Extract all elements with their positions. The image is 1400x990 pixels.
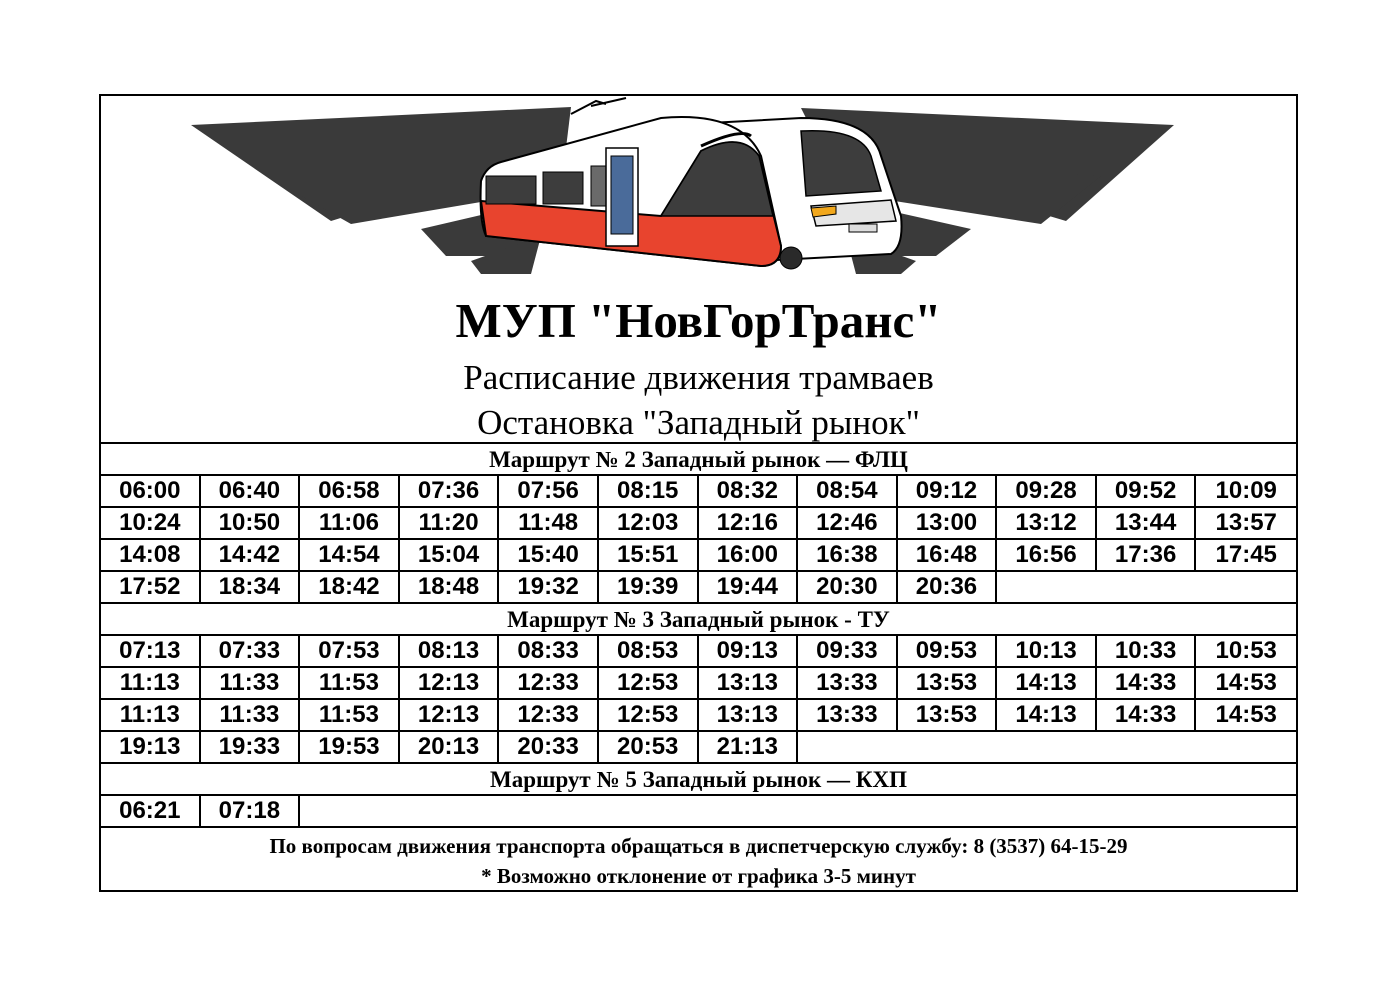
route-times-grid — [101, 634, 1296, 762]
departure-time: 19:53 — [300, 730, 400, 762]
empty-cell — [997, 570, 1296, 602]
departure-time: 07:36 — [400, 474, 500, 506]
departure-time: 18:48 — [400, 570, 500, 602]
departure-time: 19:13 — [101, 730, 201, 762]
departure-time: 13:33 — [798, 698, 898, 730]
departure-time: 12:13 — [400, 698, 500, 730]
departure-time: 19:39 — [599, 570, 699, 602]
departure-time: 19:44 — [699, 570, 799, 602]
route-title: Маршрут № 5 Западный рынок — КХП — [101, 762, 1296, 794]
departure-time: 12:03 — [599, 506, 699, 538]
departure-time: 18:42 — [300, 570, 400, 602]
org-title: МУП "НовГорТранс" — [455, 293, 942, 348]
departure-time: 14:53 — [1196, 698, 1296, 730]
departure-time: 14:13 — [997, 666, 1097, 698]
departure-time: 12:53 — [599, 666, 699, 698]
stop-title: Остановка "Западный рынок" — [477, 403, 920, 442]
departure-time: 20:13 — [400, 730, 500, 762]
departure-time: 11:48 — [499, 506, 599, 538]
departure-time: 14:53 — [1196, 666, 1296, 698]
departure-time: 14:33 — [1097, 698, 1197, 730]
departure-time: 11:33 — [201, 698, 301, 730]
schedule-title: Расписание движения трамваев — [463, 358, 934, 397]
departure-time: 10:13 — [997, 634, 1097, 666]
departure-time: 13:13 — [699, 698, 799, 730]
departure-time: 21:13 — [699, 730, 799, 762]
timetable — [101, 442, 1296, 890]
route-times-grid — [101, 474, 1296, 602]
departure-time: 08:15 — [599, 474, 699, 506]
route-title: Маршрут № 3 Западный рынок - ТУ — [101, 602, 1296, 634]
departure-time: 13:00 — [898, 506, 998, 538]
route-title: Маршрут № 2 Западный рынок — ФЛЦ — [101, 442, 1296, 474]
departure-time: 15:51 — [599, 538, 699, 570]
departure-time: 12:33 — [499, 666, 599, 698]
departure-time: 06:58 — [300, 474, 400, 506]
departure-time: 10:50 — [201, 506, 301, 538]
departure-time: 12:53 — [599, 698, 699, 730]
departure-time: 10:24 — [101, 506, 201, 538]
departure-time: 08:32 — [699, 474, 799, 506]
route-times-grid — [101, 794, 1296, 826]
departure-time: 06:21 — [101, 794, 201, 826]
timetable-sheet — [99, 94, 1298, 892]
departure-time: 10:33 — [1097, 634, 1197, 666]
departure-time: 13:57 — [1196, 506, 1296, 538]
departure-time: 12:33 — [499, 698, 599, 730]
departure-time: 14:33 — [1097, 666, 1197, 698]
departure-time: 16:00 — [699, 538, 799, 570]
departure-time: 10:09 — [1196, 474, 1296, 506]
header — [101, 96, 1296, 442]
departure-time: 16:38 — [798, 538, 898, 570]
footer — [101, 826, 1296, 890]
departure-time: 19:32 — [499, 570, 599, 602]
departure-time: 13:33 — [798, 666, 898, 698]
departure-time: 15:40 — [499, 538, 599, 570]
departure-time: 12:13 — [400, 666, 500, 698]
departure-time: 10:53 — [1196, 634, 1296, 666]
departure-time: 20:36 — [898, 570, 998, 602]
empty-cell — [798, 730, 1296, 762]
departure-time: 20:53 — [599, 730, 699, 762]
departure-time: 14:54 — [300, 538, 400, 570]
departure-time: 11:20 — [400, 506, 500, 538]
deviation-note: * Возможно отклонение от графика 3-5 минут — [481, 864, 916, 888]
departure-time: 06:40 — [201, 474, 301, 506]
departure-time: 09:13 — [699, 634, 799, 666]
departure-time: 13:12 — [997, 506, 1097, 538]
departure-time: 12:16 — [699, 506, 799, 538]
departure-time: 14:08 — [101, 538, 201, 570]
departure-time: 15:04 — [400, 538, 500, 570]
departure-time: 09:12 — [898, 474, 998, 506]
departure-time: 20:30 — [798, 570, 898, 602]
departure-time: 07:13 — [101, 634, 201, 666]
departure-time: 09:28 — [997, 474, 1097, 506]
departure-time: 07:53 — [300, 634, 400, 666]
departure-time: 09:33 — [798, 634, 898, 666]
departure-time: 09:53 — [898, 634, 998, 666]
departure-time: 11:53 — [300, 666, 400, 698]
departure-time: 12:46 — [798, 506, 898, 538]
departure-time: 14:13 — [997, 698, 1097, 730]
departure-time: 11:13 — [101, 698, 201, 730]
departure-time: 16:48 — [898, 538, 998, 570]
departure-time: 11:33 — [201, 666, 301, 698]
departure-time: 08:53 — [599, 634, 699, 666]
dispatch-contact: По вопросам движения транспорта обращаться в диспетчерскую службу: 8 (3537) 64-15-29 — [269, 834, 1128, 858]
departure-time: 09:52 — [1097, 474, 1197, 506]
tram-bus-logo — [101, 96, 1300, 296]
empty-cell — [300, 794, 1296, 826]
departure-time: 17:36 — [1097, 538, 1197, 570]
departure-time: 11:53 — [300, 698, 400, 730]
departure-time: 11:13 — [101, 666, 201, 698]
departure-time: 18:34 — [201, 570, 301, 602]
departure-time: 08:54 — [798, 474, 898, 506]
departure-time: 08:13 — [400, 634, 500, 666]
departure-time: 13:53 — [898, 698, 998, 730]
departure-time: 13:53 — [898, 666, 998, 698]
departure-time: 14:42 — [201, 538, 301, 570]
departure-time: 11:06 — [300, 506, 400, 538]
departure-time: 16:56 — [997, 538, 1097, 570]
departure-time: 17:45 — [1196, 538, 1296, 570]
departure-time: 19:33 — [201, 730, 301, 762]
departure-time: 13:44 — [1097, 506, 1197, 538]
departure-time: 07:33 — [201, 634, 301, 666]
departure-time: 08:33 — [499, 634, 599, 666]
departure-time: 17:52 — [101, 570, 201, 602]
departure-time: 07:18 — [201, 794, 301, 826]
departure-time: 06:00 — [101, 474, 201, 506]
departure-time: 13:13 — [699, 666, 799, 698]
departure-time: 20:33 — [499, 730, 599, 762]
departure-time: 07:56 — [499, 474, 599, 506]
